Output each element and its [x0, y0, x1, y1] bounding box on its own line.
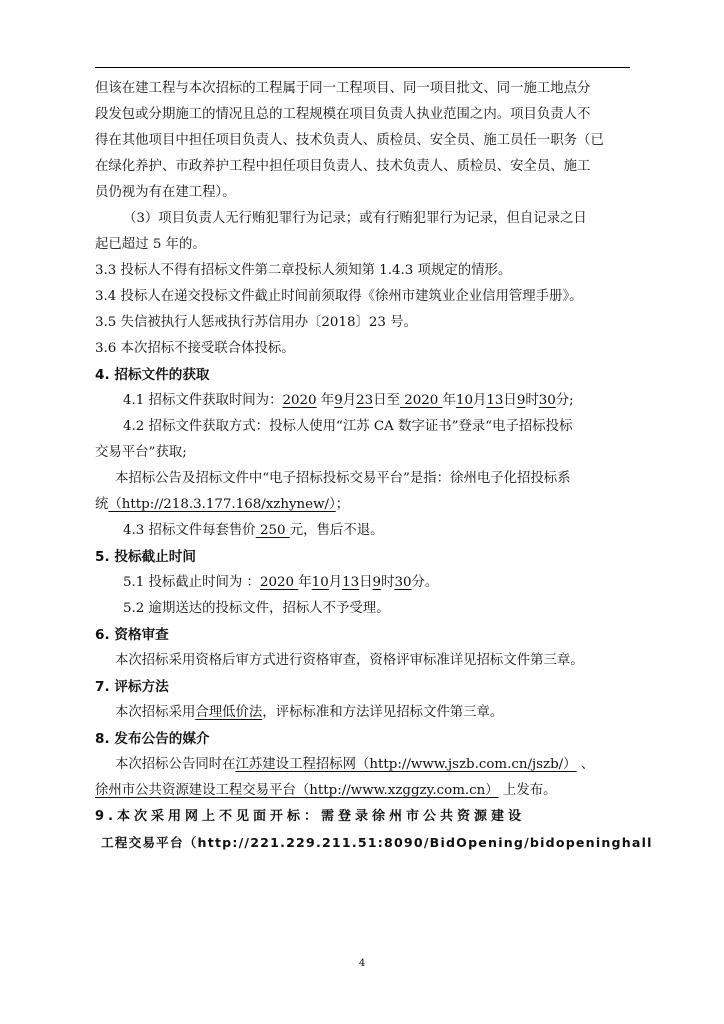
paragraph-line — [95, 700, 635, 726]
paragraph-line: 起已超过 5 年的。 — [95, 237, 206, 252]
section-heading-8: 8. 发布公告的媒介 — [95, 731, 210, 747]
text: 4.3 招标文件每套售价 — [123, 523, 256, 538]
clause-5-2: 5.2 逾期送达的投标文件，招标人不予受理。 — [123, 601, 390, 616]
minute-value: 30 — [538, 393, 556, 408]
year-value: 2020 — [282, 393, 317, 408]
text: 月 — [342, 393, 357, 408]
text: 年 — [442, 393, 456, 408]
text: 日至 — [373, 393, 400, 408]
text: 日 — [503, 393, 517, 408]
paragraph-line: 员仍视为有在建工程）。 — [95, 185, 236, 200]
text: 分。 — [411, 575, 439, 590]
text: ，评标标准和方法详见招标文件第三章。 — [262, 705, 504, 720]
clause-3-4: 3.4 投标人在递交投标文件截止时间前须取得《徐州市建筑业企业信用管理手册》。 — [95, 289, 583, 304]
clause-3-6: 3.6 本次招标不接受联合体投标。 — [95, 341, 295, 356]
section-heading-7: 7. 评标方法 — [95, 679, 169, 695]
month-value: 9 — [334, 393, 343, 408]
text: 元，售后不退。 — [289, 523, 384, 538]
document-body — [95, 76, 653, 856]
text: 年 — [316, 393, 335, 408]
text: 本次招标采用 — [115, 705, 196, 720]
month-value: 10 — [311, 575, 329, 590]
clause-4-3 — [95, 518, 635, 544]
text: 日 — [359, 575, 373, 590]
hour-value: 9 — [372, 575, 382, 590]
page-number: 4 — [358, 958, 366, 969]
jszb-link[interactable]: 江苏建设工程招标网（http://www.jszb.com.cn/jszb/） — [235, 757, 577, 772]
paragraph-line: 但该在建工程与本次招标的工程属于同一工程项目、同一项目批文、同一施工地点分 — [95, 81, 591, 96]
text: 上发布。 — [498, 783, 557, 798]
paragraph-line: 得在其他项目中担任项目负责人、技术负责人、质检员、安全员、施工员任一职务（已 — [95, 133, 604, 148]
system-url-link[interactable]: （http://218.3.177.168/xzhynew/） — [108, 497, 336, 512]
clause-4-2: 4.2 招标文件获取方式：投标人使用“江苏 CA 数字证书”登录“电子招标投标 — [123, 419, 573, 434]
xzggzy-link[interactable]: 徐州市公共资源建设工程交易平台（http://www.xzggzy.com.cn） — [95, 783, 499, 798]
paragraph-line: 段发包或分期施工的情况且总的工程规模在项目负责人执业范围之内。项目负责人不 — [95, 107, 591, 122]
section-heading-4: 4. 招标文件的获取 — [95, 367, 210, 383]
clause-4-1 — [95, 388, 635, 414]
text: 分; — [555, 393, 574, 408]
text: 时 — [381, 575, 395, 590]
text: 月 — [328, 575, 343, 590]
day-value: 13 — [486, 393, 504, 408]
paragraph-line: （3）项目负责人无行贿犯罪行为记录；或有行贿犯罪行为记录，但自记录之日 — [123, 211, 587, 226]
paragraph-line: 在绿化养护、市政养护工程中担任项目负责人、技术负责人、质检员、安全员、施工 — [95, 159, 591, 174]
paragraph-line — [95, 492, 635, 518]
section-heading-9: 9.本次采用网上不见面开标：需登录徐州市公共资源建设 — [95, 809, 525, 824]
text: 统 — [95, 497, 109, 512]
text: 、 — [576, 757, 595, 772]
price-value: 250 — [255, 523, 290, 538]
paragraph-line: 本招标公告及招标文件中“电子招标投标交易平台”是指：徐州电子化招投标系 — [115, 471, 571, 486]
day-value: 23 — [356, 393, 374, 408]
bid-opening-url-line: 工程交易平台（http://221.229.211.51:8090/BidOpening/bidopeninghall — [101, 835, 653, 850]
year-value: 2020 — [399, 393, 443, 408]
text: 4.1 招标文件获取时间为： — [123, 393, 283, 408]
paragraph-line — [95, 752, 635, 778]
paragraph-line — [95, 778, 635, 804]
section-heading-6: 6. 资格审查 — [95, 627, 169, 643]
header-rule — [95, 67, 630, 68]
paragraph-line: 本次招标采用资格后审方式进行资格审查，资格评审标准详见招标文件第三章。 — [115, 653, 584, 668]
year-value: 2020 — [259, 575, 299, 590]
text: 本次招标公告同时在 — [115, 757, 236, 772]
hour-value: 9 — [516, 393, 526, 408]
paragraph-line: 交易平台”获取; — [95, 445, 187, 460]
minute-value: 30 — [394, 575, 412, 590]
text: 年 — [298, 575, 312, 590]
text: 5.1 投标截止时间为 ： — [123, 575, 260, 590]
day-value: 13 — [342, 575, 360, 590]
text: 月 — [472, 393, 487, 408]
section-heading-5: 5. 投标截止时间 — [95, 549, 196, 565]
clause-5-1 — [95, 570, 635, 596]
evaluation-method: 合理低价法 — [195, 705, 263, 720]
text: 时 — [525, 393, 539, 408]
clause-3-5: 3.5 失信被执行人惩戒执行苏信用办〔2018〕23 号。 — [95, 315, 417, 330]
clause-3-3: 3.3 投标人不得有招标文件第二章投标人须知第 1.4.3 项规定的情形。 — [95, 263, 512, 278]
text: ； — [335, 497, 350, 512]
month-value: 10 — [455, 393, 473, 408]
